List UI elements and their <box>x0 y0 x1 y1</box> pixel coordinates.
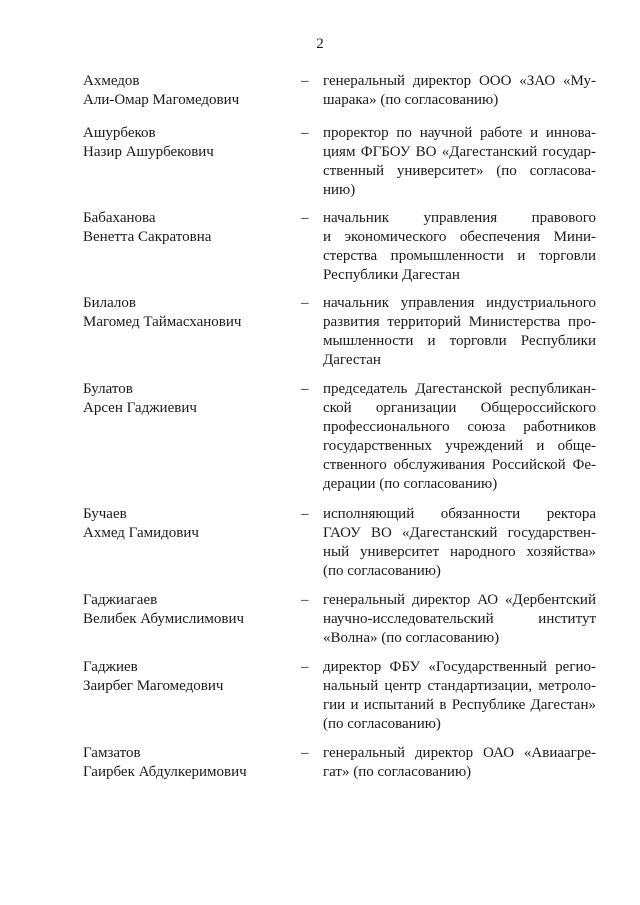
member-given-names: Гаирбек Абдулкеримович <box>83 764 247 780</box>
member-given-names: Арсен Гаджиевич <box>83 400 197 416</box>
entry-dash: – <box>301 592 309 608</box>
position-line: шарака» (по согласованию) <box>323 92 499 108</box>
member-surname: Бучаев <box>83 506 127 522</box>
member-surname: Гамзатов <box>83 745 141 761</box>
member-given-names: Али-Омар Магомедович <box>83 92 240 108</box>
member-position <box>323 505 596 581</box>
member-given-names: Магомед Таймасханович <box>83 314 242 330</box>
member-position <box>323 124 596 200</box>
position-line: ственный университет» (по согласова- <box>323 163 596 179</box>
position-line: нальный центр стандартизации, метроло- <box>323 678 596 694</box>
entry-dash: – <box>301 210 309 226</box>
position-line: гии и испытаний в Республике Дагестан» <box>323 697 596 713</box>
position-line: ный университет народного хозяйства» <box>323 544 596 560</box>
position-line: ственного обслуживания Российской Фе- <box>323 457 596 473</box>
entry-dash: – <box>301 745 309 761</box>
entry-dash: – <box>301 295 309 311</box>
position-line: проректор по научной работе и иннова- <box>323 125 596 141</box>
position-line: мышленности и торговли Республики <box>323 333 596 349</box>
entry-dash: – <box>301 659 309 675</box>
position-line: «Волна» (по согласованию) <box>323 630 500 646</box>
position-line: и экономического обеспечения Мини- <box>323 229 596 245</box>
position-line: научно-исследовательский институт <box>323 611 596 627</box>
entry-dash: – <box>301 125 309 141</box>
member-given-names: Венетта Сакратовна <box>83 229 212 245</box>
position-line: исполняющий обязанности ректора <box>323 506 596 522</box>
entry-dash: – <box>301 73 309 89</box>
member-surname: Булатов <box>83 381 133 397</box>
member-given-names: Заирбег Магомедович <box>83 678 224 694</box>
member-name <box>83 124 283 162</box>
member-name <box>83 209 283 247</box>
member-surname: Гаджиагаев <box>83 592 158 608</box>
position-line: ской организации Общероссийского <box>323 400 596 416</box>
position-line: генеральный директор АО «Дербентский <box>323 592 596 608</box>
position-line: начальник управления правового <box>323 210 596 226</box>
position-line: развития территорий Министерства про- <box>323 314 596 330</box>
position-line: дерации (по согласованию) <box>323 476 498 492</box>
member-given-names: Назир Ашурбекович <box>83 144 214 160</box>
member-position <box>323 744 596 782</box>
position-line: гат» (по согласованию) <box>323 764 472 780</box>
member-name <box>83 744 283 782</box>
position-line: начальник управления индустриального <box>323 295 596 311</box>
member-surname: Бабаханова <box>83 210 156 226</box>
member-surname: Ахмедов <box>83 73 140 89</box>
member-name <box>83 380 283 418</box>
position-line: профессионального союза работников <box>323 419 596 435</box>
position-line: директор ФБУ «Государственный регио- <box>323 659 596 675</box>
member-given-names: Ахмед Гамидович <box>83 525 199 541</box>
member-surname: Ашурбеков <box>83 125 156 141</box>
position-line: Республики Дагестан <box>323 267 460 283</box>
position-line: (по согласованию) <box>323 563 441 579</box>
position-line: генеральный директор ОАО «Авиаагре- <box>323 745 596 761</box>
position-line: стерства промышленности и торговли <box>323 248 596 264</box>
position-line: циям ФГБОУ ВО «Дагестанский государ- <box>323 144 596 160</box>
page-number: 2 <box>316 36 324 52</box>
member-surname: Гаджиев <box>83 659 138 675</box>
position-line: ГАОУ ВО «Дагестанский государствен- <box>323 525 596 541</box>
position-line: председатель Дагестанской республикан- <box>323 381 596 397</box>
position-line: (по согласованию) <box>323 716 441 732</box>
position-line: нию) <box>323 182 356 198</box>
member-name <box>83 72 283 110</box>
member-position <box>323 380 596 494</box>
position-line: Дагестан <box>323 352 381 368</box>
member-name <box>83 294 283 332</box>
member-given-names: Велибек Абумислимович <box>83 611 245 627</box>
member-name <box>83 505 283 543</box>
member-position <box>323 591 596 648</box>
entry-dash: – <box>301 381 309 397</box>
member-position <box>323 294 596 370</box>
member-name <box>83 658 283 696</box>
position-line: генеральный директор ООО «ЗАО «Му- <box>323 73 596 89</box>
member-position <box>323 72 596 110</box>
position-line: государственных учреждений и обще- <box>323 438 596 454</box>
member-name <box>83 591 283 629</box>
member-position <box>323 658 596 734</box>
entry-dash: – <box>301 506 309 522</box>
member-position <box>323 209 596 285</box>
member-surname: Билалов <box>83 295 136 311</box>
